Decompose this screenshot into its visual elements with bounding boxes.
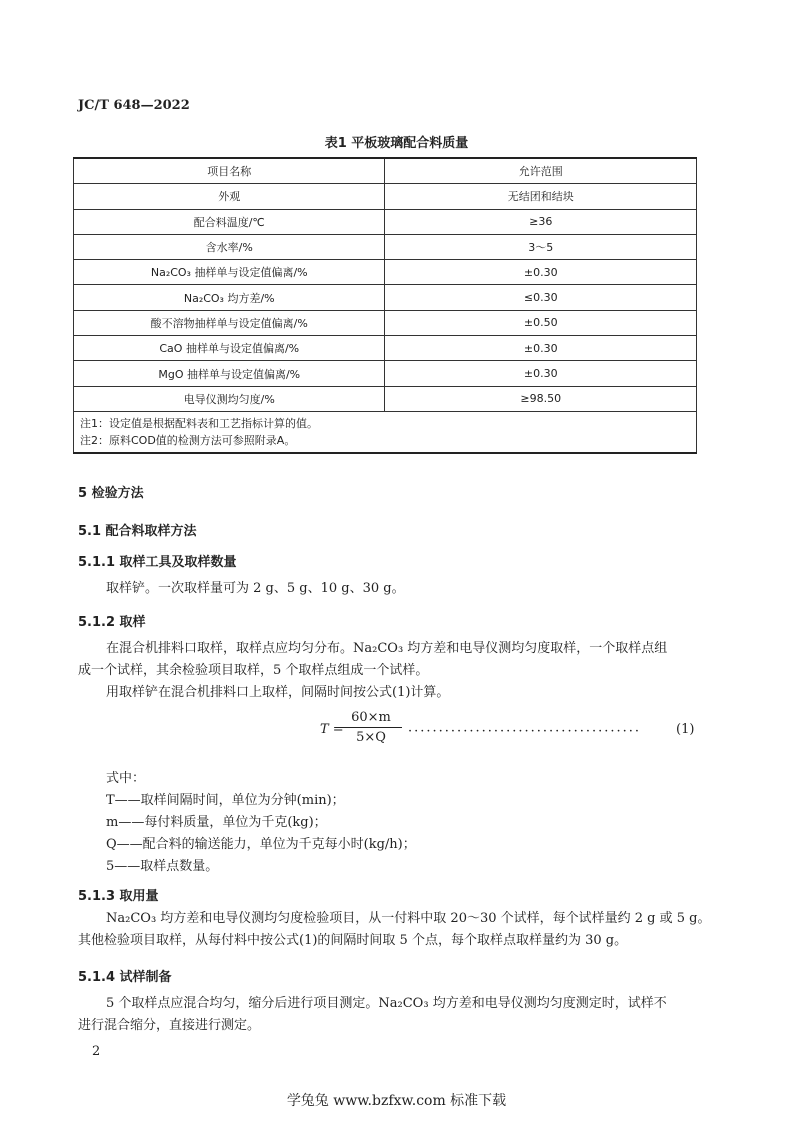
section-5-1-1-text: 取样铲。一次取样量可为 2 g、5 g、10 g、30 g。 — [106, 581, 405, 596]
formula-leader-dots: ······································ — [408, 724, 642, 739]
section-5-1-2-para1-line1: 在混合机排料口取样，取样点应均匀分布。Na₂CO₃ 均方差和电导仪测均匀度取样，一个取样点组 — [106, 641, 668, 656]
table-title: 表1 平板玻璃配合料质量 — [324, 136, 469, 151]
item-range: ≤0.30 — [385, 285, 697, 310]
item-range: ±0.30 — [385, 361, 697, 386]
item-range: ≥36 — [385, 209, 697, 234]
section-5-heading: 5 检验方法 — [78, 486, 144, 501]
item-range: ±0.30 — [385, 336, 697, 361]
section-5-1-heading: 5.1 配合料取样方法 — [78, 524, 197, 539]
variable-definition: 5——取样点数量。 — [106, 859, 219, 874]
variable-definition: Q——配合料的输送能力，单位为千克每小时(kg/h)； — [106, 837, 416, 852]
section-5-1-2-para2: 用取样铲在混合机排料口上取样，间隔时间按公式(1)计算。 — [106, 685, 450, 700]
item-name: MgO 抽样单与设定值偏离/% — [74, 361, 385, 386]
item-range: ≥98.50 — [385, 386, 697, 411]
section-5-1-1-heading: 5.1.1 取样工具及取样数量 — [78, 555, 237, 570]
item-name: 外观 — [74, 184, 385, 209]
table-row — [74, 386, 697, 411]
variable-definition: T——取样间隔时间，单位为分钟(min)； — [106, 793, 345, 808]
item-range: 3～5 — [385, 234, 697, 259]
section-5-1-3-line1: Na₂CO₃ 均方差和电导仪测均匀度检验项目，从一付料中取 20～30 个试样，每个试样量约 2 g 或 5 g。 — [106, 911, 711, 926]
table-header-row — [74, 158, 697, 184]
page-number: 2 — [92, 1044, 101, 1059]
table-note: 注2：原料COD值的检测方法可参照附录A。 — [80, 433, 296, 447]
quality-table — [73, 157, 697, 454]
item-name: 含水率/% — [74, 234, 385, 259]
table-notes — [74, 411, 697, 453]
formula-1 — [320, 710, 700, 760]
table-row — [74, 260, 697, 285]
item-range: 无结团和结块 — [385, 184, 697, 209]
section-5-1-4-heading: 5.1.4 试样制备 — [78, 970, 172, 985]
table-note: 注1：设定值是根据配料表和工艺指标计算的值。 — [80, 416, 318, 430]
formula-number: (1) — [676, 722, 695, 737]
table-row — [74, 184, 697, 209]
table-row — [74, 336, 697, 361]
item-range: ±0.50 — [385, 310, 697, 335]
column-header: 允许范围 — [385, 158, 697, 184]
section-5-1-2-para1-line2: 成一个试样，其余检验项目取样，5 个取样点组成一个试样。 — [78, 663, 429, 678]
variable-definition: m——每付料质量，单位为千克(kg)； — [106, 815, 327, 830]
column-header: 项目名称 — [74, 158, 385, 184]
table-row — [74, 209, 697, 234]
formula-fraction — [340, 710, 402, 745]
where-label: 式中： — [106, 771, 146, 786]
section-5-1-2-heading: 5.1.2 取样 — [78, 615, 146, 630]
table-row — [74, 285, 697, 310]
item-name: Na₂CO₃ 抽样单与设定值偏离/% — [74, 260, 385, 285]
table-row — [74, 361, 697, 386]
section-5-1-3-heading: 5.1.3 取用量 — [78, 889, 159, 904]
formula-denominator: 5×Q — [356, 730, 386, 745]
table-row — [74, 234, 697, 259]
document-id: JC/T 648—2022 — [78, 98, 190, 113]
table-row — [74, 310, 697, 335]
section-5-1-3-line2: 其他检验项目取样，从每付料中按公式(1)的间隔时间取 5 个点，每个取样点取样量约为 30 g。 — [78, 933, 628, 948]
item-name: Na₂CO₃ 均方差/% — [74, 285, 385, 310]
formula-numerator: 60×m — [340, 710, 402, 728]
item-name: 酸不溶物抽样单与设定值偏离/% — [74, 310, 385, 335]
section-5-1-4-line1: 5 个取样点应混合均匀，缩分后进行项目测定。Na₂CO₃ 均方差和电导仪测均匀度测定时，试样不 — [106, 996, 667, 1011]
table-notes-row — [74, 411, 697, 453]
item-range: ±0.30 — [385, 260, 697, 285]
item-name: CaO 抽样单与设定值偏离/% — [74, 336, 385, 361]
footer-watermark[interactable]: 学兔兔 www.bzfxw.com 标准下载 — [286, 1093, 507, 1109]
item-name: 电导仪测均匀度/% — [74, 386, 385, 411]
item-name: 配合料温度/℃ — [74, 209, 385, 234]
section-5-1-4-line2: 进行混合缩分，直接进行测定。 — [78, 1018, 261, 1033]
formula-lhs: T = — [320, 722, 344, 737]
